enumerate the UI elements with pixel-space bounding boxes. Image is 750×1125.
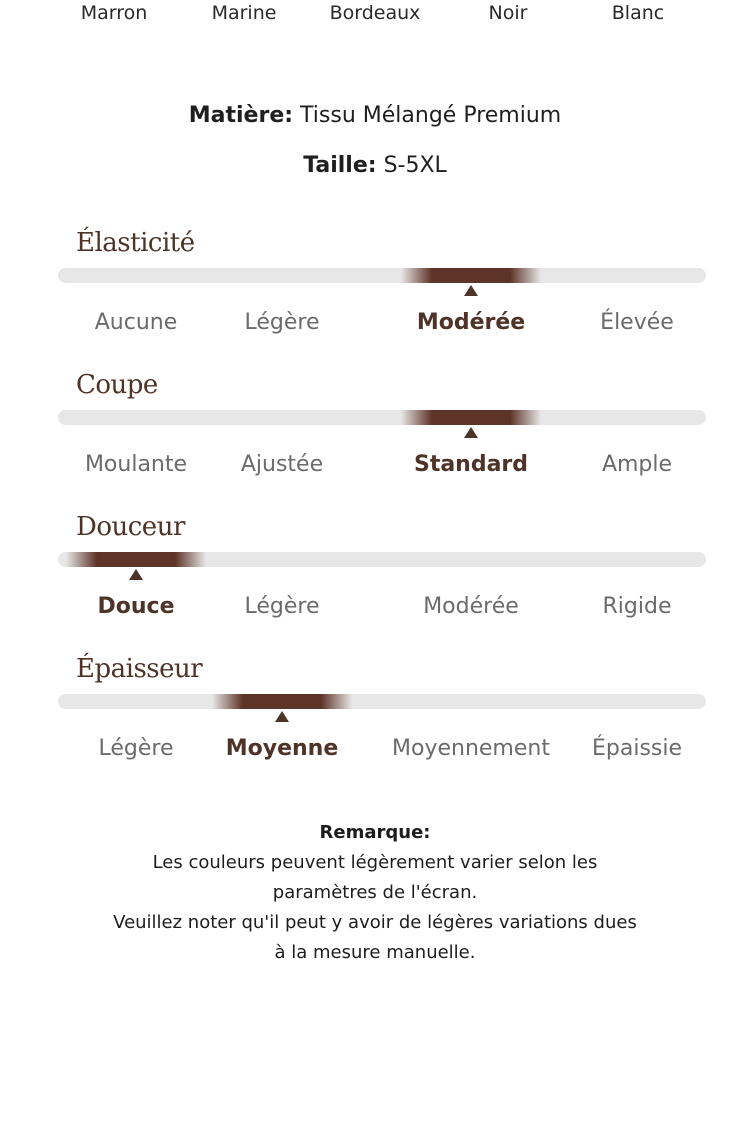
- selected-marker-icon: [275, 711, 289, 722]
- color-names-row: [0, 0, 750, 30]
- note-line: Les couleurs peuvent légèrement varier selon les: [152, 852, 598, 873]
- size-label: Taille:: [303, 153, 377, 178]
- scale-fill: [212, 694, 352, 709]
- selected-marker-icon: [464, 285, 478, 296]
- scale-track: [58, 268, 706, 283]
- scale-fit: [0, 370, 750, 510]
- color-name-bordeaux: Bordeaux: [329, 2, 421, 24]
- scale-option: Moyennement: [392, 736, 550, 761]
- scale-option: Moyenne: [225, 736, 339, 761]
- scale-option: Ajustée: [240, 452, 324, 477]
- note-line: à la mesure manuelle.: [274, 942, 476, 963]
- scale-elasticity: [0, 228, 750, 368]
- scale-track: [58, 410, 706, 425]
- size-line: [0, 153, 750, 178]
- material-line: [0, 103, 750, 128]
- scale-option: Modérée: [416, 310, 526, 335]
- note-line: Veuillez noter qu'il peut y avoir de légères variations dues: [113, 912, 637, 933]
- color-name-marine: Marine: [211, 2, 277, 24]
- scale-fill: [401, 268, 541, 283]
- selected-marker-icon: [129, 569, 143, 580]
- scale-option: Légère: [98, 736, 174, 761]
- color-name-noir: Noir: [488, 2, 528, 24]
- color-name-marron: Marron: [80, 2, 148, 24]
- note-title: Remarque:: [319, 822, 431, 843]
- scale-option: Légère: [244, 310, 320, 335]
- scale-option: Modérée: [423, 594, 519, 619]
- scale-title: Élasticité: [76, 228, 195, 258]
- note-line: paramètres de l'écran.: [272, 882, 478, 903]
- scale-option: Élevée: [600, 310, 674, 335]
- scale-track: [58, 694, 706, 709]
- material-label: Matière:: [188, 103, 294, 128]
- scale-option: Aucune: [94, 310, 178, 335]
- scale-option: Ample: [601, 452, 673, 477]
- scale-thickness: [0, 654, 750, 794]
- scale-option: Rigide: [602, 594, 672, 619]
- scale-option: Légère: [244, 594, 320, 619]
- scale-option: Standard: [413, 452, 529, 477]
- scale-title: Douceur: [76, 512, 185, 542]
- selected-marker-icon: [464, 427, 478, 438]
- scale-track: [58, 552, 706, 567]
- color-name-blanc: Blanc: [611, 2, 665, 24]
- scale-fill: [401, 410, 541, 425]
- scale-option: Moulante: [84, 452, 188, 477]
- scale-title: Coupe: [76, 370, 158, 400]
- scale-fill: [66, 552, 206, 567]
- note-block: [0, 818, 750, 968]
- material-value: Tissu Mélangé Premium: [300, 103, 562, 128]
- scale-softness: [0, 512, 750, 652]
- scale-option: Douce: [97, 594, 175, 619]
- size-value: S-5XL: [383, 153, 447, 178]
- scale-option: Épaissie: [591, 736, 683, 761]
- scale-title: Épaisseur: [76, 654, 203, 684]
